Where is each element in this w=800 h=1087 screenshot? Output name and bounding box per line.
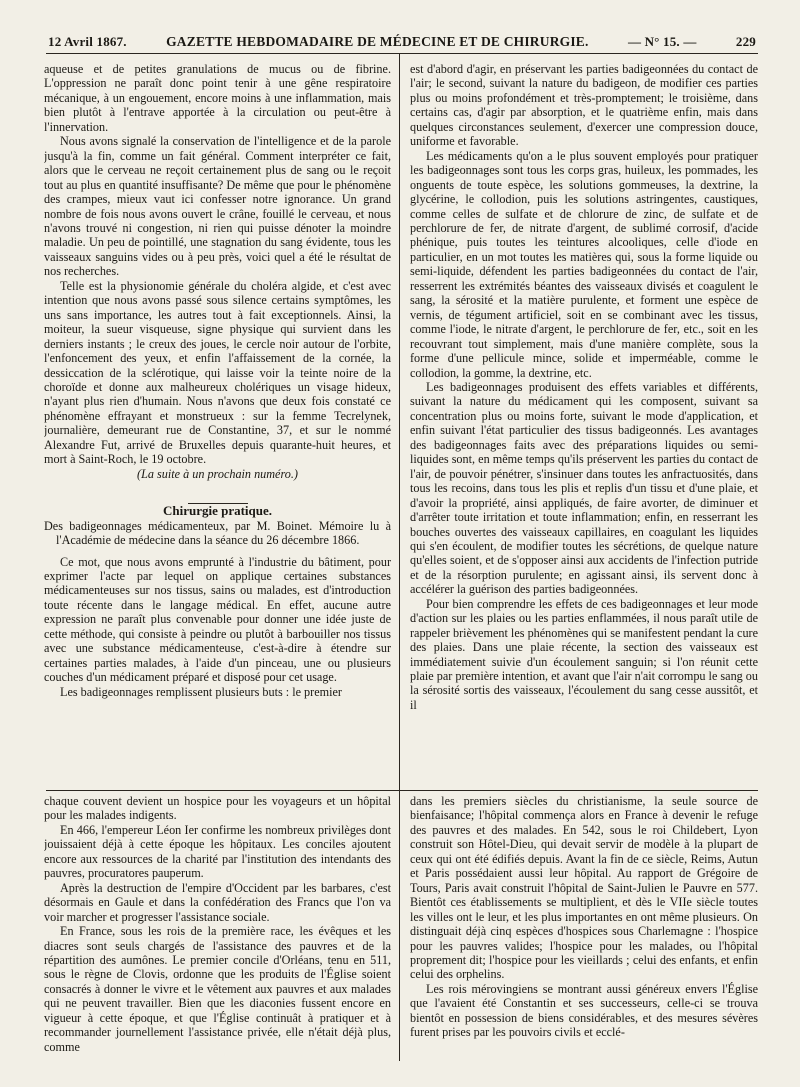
journal-title: GAZETTE HEBDOMADAIRE DE MÉDECINE ET DE CHIRURGIE. xyxy=(166,34,589,49)
paragraph: chaque couvent devient un hospice pour les voyageurs et un hôpital pour les malades indigents. xyxy=(44,794,391,823)
column-separator-top xyxy=(399,54,400,790)
column-left-bottom xyxy=(44,794,391,1060)
paragraph: Les badigeonnages produisent des effets variables et différents, suivant la nature du médicament qui les composent, suivant sa concentration plus ou moins forte, suivant le mode d'application, et enfin suivant l'état particulier des tissus badigeonnés. Les avantages des badigeonnages faits avec des préparations liquides ou semi-liquides sont, en même temps qu'ils préservent les parties du contact de l'air, de pouvoir pénétrer, s'insinuer dans toutes les anfractuosités, dans tous les recoins, dans tous les plis et replis d'un tissu et d'une plaie, et d'avoir la propriété, ainsi appliqués, de faire avorter, de diminuer et d'arrêter toute irritation et toute inflammation; enfin, en resserrant les bouches ouvertes des vaisseaux capillaires, en coagulant les liquides qui s'en écoulent, de modifier toutes les sécrétions, de quelque nature qu'elles soient, et de s'opposer ainsi aux accidents de l'infection putride et de la résorption purulente; en agissant ainsi, ils servent donc à accélérer la guérison des parties badigeonnées. xyxy=(410,379,758,597)
paragraph: dans les premiers siècles du christianisme, la seule source de bienfaisance; l'hôpital commença alors en France à devenir le refuge des pauvres et des malades. En 542, sous le roi Childebert, Lyon construit son Hôtel-Dieu, qui devait servir de modèle à la plupart de ceux qui ont été édifiés depuis. Avant la fin de ce siècle, Reims, Autun et Paris possédaient aussi leur hôpital. Au rapport de Grégoire de Tours, Paris avait construit l'hôpital de Saint-Julien le Pauvre en 577. Bientôt ces établissements se multiplient, et dès le VIIe siècle toutes les villes ont le leur, et les plus importantes en ont même plusieurs. On distinguait déjà cinq espèces d'hospices sous Charlemagne : l'hospice pour les pauvres valides; l'hospice pour les malades, ou l'hôpital proprement dit; l'hospice pour les vieillards ; celui des enfants, et enfin celui des orphelins. xyxy=(410,794,758,982)
paragraph: En 466, l'empereur Léon Ier confirme les nombreux privilèges dont jouissaient déjà à cette époque les hôpitaux. Les conciles ajoutent encore aux ressources de la charité par l'institution des intendants des pauvres, procuratores pauperum. xyxy=(44,822,391,881)
header-rule xyxy=(46,53,758,54)
section-title: Chirurgie pratique. xyxy=(162,503,273,519)
paragraph: Après la destruction de l'empire d'Occident par les barbares, c'est désormais en Gaule et dans la confédération des Francs que l'on va voir marcher et progresser l'assistance sociale. xyxy=(44,880,391,924)
paragraph: Telle est la physionomie générale du choléra algide, et c'est avec intention que nous avons passé sous silence certains symptômes, les uns sans importance, les autres tout à fait exceptionnels. Ainsi, la moiteur, la sueur visqueuse, signe physique qui survient dans les derniers instants ; le creux des joues, le cercle noir autour de l'orbite, l'enfoncement des yeux, et enfin l'affaissement de la cornée, la dessiccation de la sclérotique, qui laisse voir la teinte noire de la choroïde et donne aux malheureux cholériques un visage hideux, n'ayant plus rien d'humain. Nous n'avons que deux fois constaté ce phénomène effrayant et monstrueux : sur la femme Tecrelynek, journalière, demeurant rue de Constantine, 37, et sur le nommé Alexandre Fut, arrivé de Bruxelles depuis quarante-huit heures, et mort à Saint-Roch, le 19 octobre. xyxy=(44,278,391,467)
paragraph: Les médicaments qu'on a le plus souvent employés pour pratiquer les badigeonnages sont tous les corps gras, huileux, les pommades, les onguents de toute espèce, les solutions gommeuses, la dextrine, la glycérine, le collodion, puis les solutions astringentes, caustiques, comme celles de sulfate et de chlorure de zinc, de sulfate et de perchlorure de fer, de nitrate d'argent, de sublimé corrosif, d'acide phénique, puis toutes les teintures alcooliques, celle d'iode en particulier, en un mot toutes les matières qui, sous la forme liquide ou semi-liquide, défendent les parties badigeonnées du contact de l'air, resserrent les extrémités béantes des vaisseaux divisés et coagulent le sang, la sérosité et la matière purulente, et forment une espèce de vernis, de tégument artificiel, soit en se combinant avec les tissus, comme l'iode, le nitrate d'argent, le perchlorure de fer, etc., soit en les recouvrant tout simplement, mais d'une manière complète, sous la forme d'une pellicule mince, solide et imperméable, comme le collodion, la gomme, la dextrine, etc. xyxy=(410,148,758,380)
issue-date: 12 Avril 1867. xyxy=(48,34,127,49)
page-header xyxy=(48,32,756,52)
paragraph: Les rois mérovingiens se montrant aussi généreux envers l'Église que l'avaient été Constantin et ses successeurs, celle-ci se trouva bientôt en possession de biens considérables, et des mesures sévères furent prises par les pouvoirs civils et ecclé- xyxy=(410,981,758,1040)
issue-number: — N° 15. — xyxy=(627,34,697,49)
continuation-note: (La suite à un prochain numéro.) xyxy=(137,466,298,481)
column-separator-bottom xyxy=(399,791,400,1061)
paragraph: Ce mot, que nous avons emprunté à l'industrie du bâtiment, pour exprimer l'acte par lequel on applique certaines substances médicamenteuses sur nos tissus, sains ou malades, est d'introduction toute récente dans le langage médical. En effet, aucune autre expression ne paraît plus convenable pour donner une idée juste de cette méthode, qui consiste à peindre ou plutôt à barbouiller nos tissus avec une substance médicamenteuse, c'est-à-dire à étendre sur certaines parties malades, à l'aide d'un pinceau, une ou plusieurs couches d'un médicament préparé et disposé pour cet usage. xyxy=(44,554,391,685)
paragraph: Nous avons signalé la conservation de l'intelligence et de la parole jusqu'à la fin, comme un fait général. Comment interpréter ce fait, alors que le cerveau ne reçoit certainement plus de sang ou le reçoit tout au plus en quantité insuffisante? De même que pour le phénomène des crampes, mieux vaut ici confesser notre ignorance. Un grand nombre de fois nous avons ouvert le crâne, fouillé le cerveau, et nous n'avons trouvé ni congestion, ni rien qui puisse dénoter la moindre maladie. Un peu de pointillé, une stagnation du sang évidente, tous les vaisseaux sanguins vides ou à peu près, voici quel a été le résultat de nos recherches. xyxy=(44,134,391,279)
column-right-bottom xyxy=(410,794,758,1060)
article-heading: Des badigeonnages médicamenteux, par M. Boinet. Mémoire lu à l'Académie de médecine dans la séance du 26 décembre 1866. xyxy=(44,518,391,548)
page-number: 229 xyxy=(735,34,756,49)
section-divider-rule xyxy=(46,790,758,791)
column-right-top xyxy=(410,62,758,789)
paragraph: Pour bien comprendre les effets de ces badigeonnages et leur mode d'action sur les plaies ou les parties enflammées, il nous paraît utile de rappeler brièvement les phénomènes qui se manifestent pendant la cure des plaies. Dans une plaie récente, la section des vaisseaux est immédiatement suivie d'un écoulement sanguin; si l'on réunit cette plaie par première intention, et avant que l'air n'ait corrompu le sang ou la sérosité sortis des vaisseaux, l'écoulement du sang cesse aussitôt, et il xyxy=(410,596,758,712)
paragraph: aqueuse et de petites granulations de mucus ou de fibrine. L'oppression ne paraît donc point tenir à une gêne respiratoire mécanique, à un engouement, encore moins à une inflammation, mais bien plutôt à l'entrave apportée à la circulation ou peut-être à l'innervation. xyxy=(44,62,391,134)
paragraph: est d'abord d'agir, en préservant les parties badigeonnées du contact de l'air; le second, suivant la nature du badigeon, de modifier ces parties plus ou moins profondément et très-promptement; le troisième, dans certains cas, d'agir par absorption, et le quatrième enfin, mais dans quelques circonstances seulement, d'exercer une compression douce, uniforme et favorable. xyxy=(410,62,758,149)
paragraph: En France, sous les rois de la première race, les évêques et les diacres sont seuls chargés de l'assistance des pauvres et de la répartition des aumônes. Le premier concile d'Orléans, tenu en 511, sous le règne de Clovis, ordonne que les produits de l'Église soient consacrés à donner le vivre et le vêtement aux pauvres et aux malades qui ne peuvent travailler. Bien que les diaconies fussent encore en vigueur à cette époque, et que l'Église continuât à pratiquer et à recommander journellement l'assistance privée, elle n'était déjà plus, comme xyxy=(44,924,391,1054)
paragraph: Les badigeonnages remplissent plusieurs buts : le premier xyxy=(60,684,342,699)
column-left-top xyxy=(44,62,391,789)
